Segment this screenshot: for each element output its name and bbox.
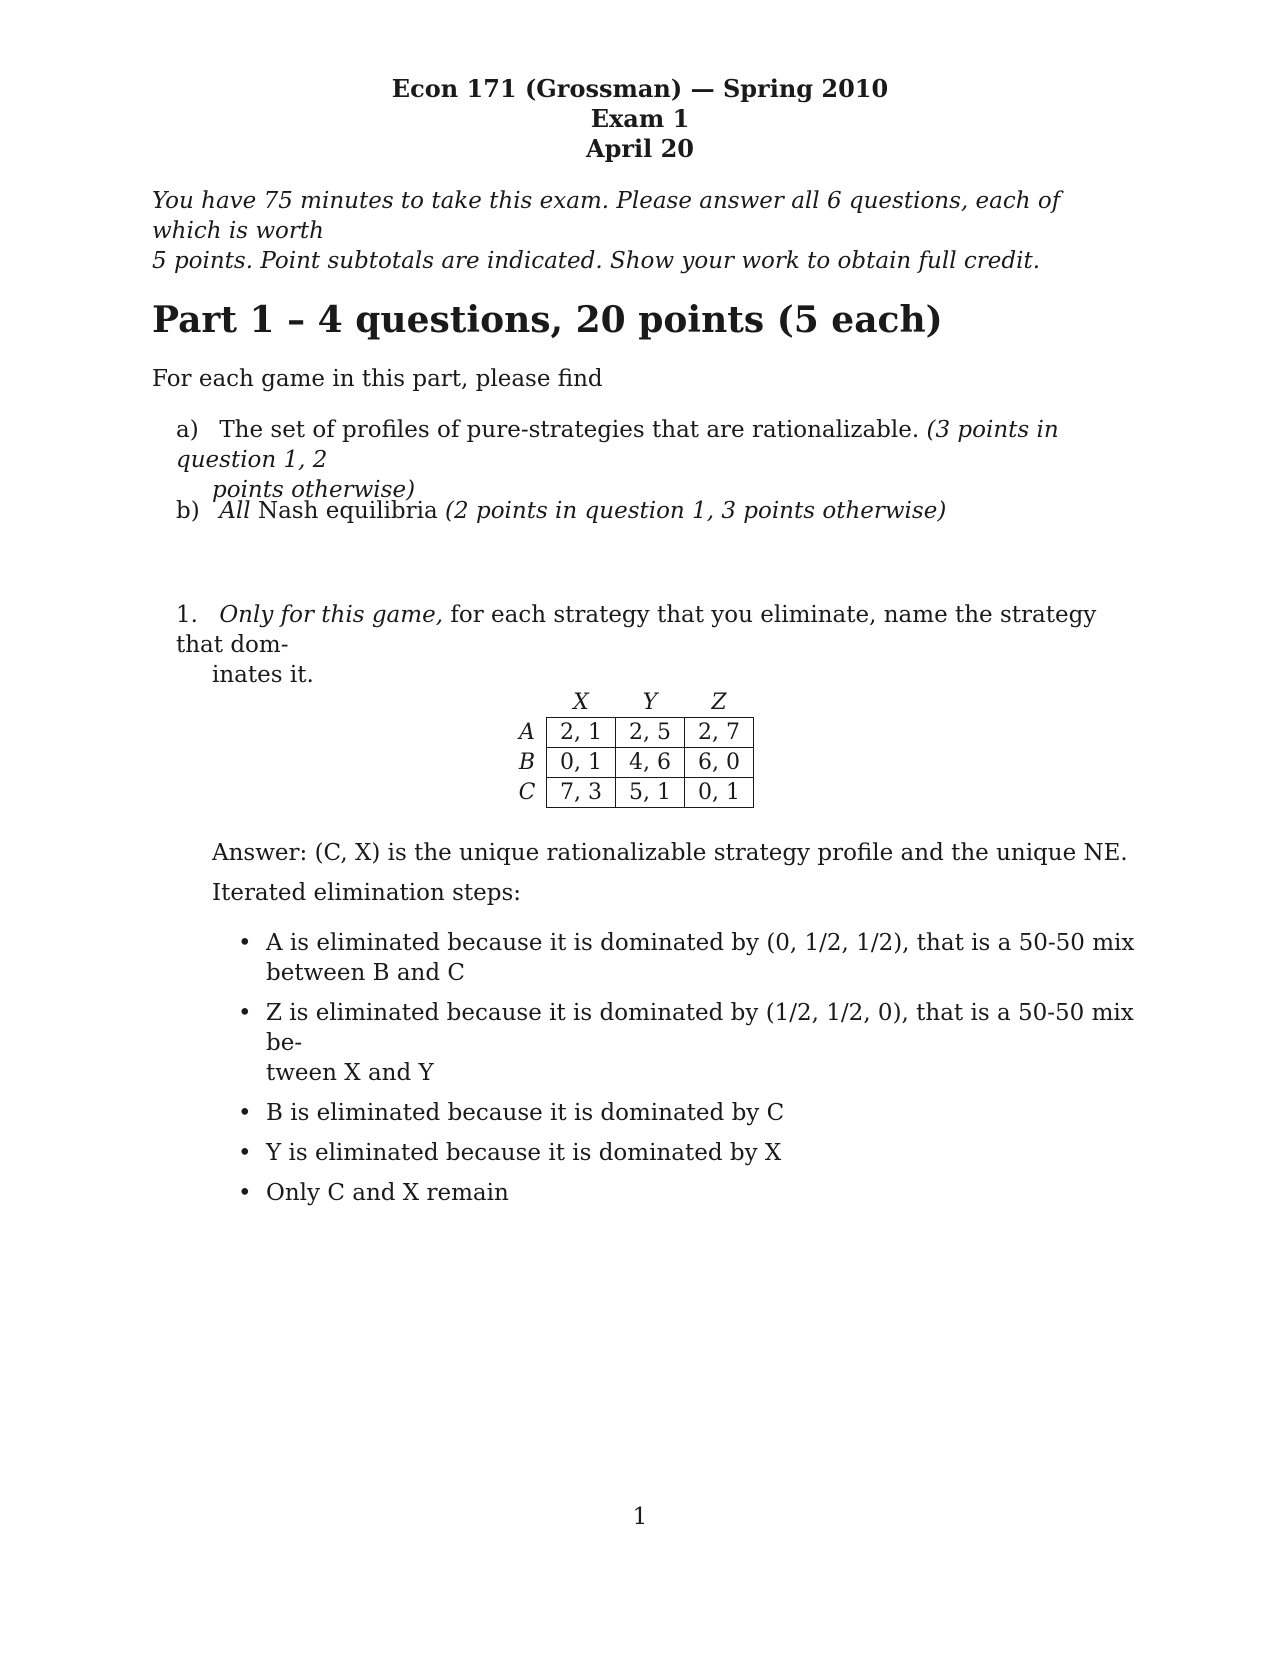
row-header-b: B <box>518 750 536 775</box>
exam-header <box>0 74 1280 164</box>
row-header-a: A <box>519 720 535 745</box>
col-header-z: Z <box>711 690 727 715</box>
part-1-intro: For each game in this part, please find <box>152 366 603 392</box>
bullet-icon: • <box>238 930 252 956</box>
payoff-cell: 0, 1 <box>685 778 754 808</box>
list-item: • B is eliminated because it is dominated by C <box>238 1100 785 1126</box>
item-a-note: (3 points in question 1, 2 <box>176 417 1059 473</box>
exam-title: Exam 1 <box>590 104 690 133</box>
payoff-table <box>508 688 754 808</box>
item-b-label: b) <box>176 498 200 524</box>
bullet-icon: • <box>238 1180 252 1206</box>
col-header-x: X <box>573 690 589 715</box>
question-1-text: for each strategy that you eliminate, name the strategy that dom- <box>176 602 1097 658</box>
payoff-cell: 5, 1 <box>616 778 685 808</box>
item-b-text: Nash equilibria <box>257 498 438 524</box>
bullet-icon: • <box>238 1100 252 1126</box>
answer-text: Answer: (C, X) is the unique rationalizable strategy profile and the unique NE. <box>212 840 1128 866</box>
table-row <box>508 748 754 778</box>
col-header-y: Y <box>642 690 658 715</box>
elimination-steps <box>238 928 1138 1218</box>
page-number: 1 <box>632 1504 648 1530</box>
instructions-line-1: You have 75 minutes to take this exam. Please answer all 6 questions, each of which is worth <box>152 188 1061 244</box>
column-headers <box>508 688 754 718</box>
payoff-cell: 6, 0 <box>685 748 754 778</box>
steps-title: Iterated elimination steps: <box>212 880 522 906</box>
payoff-cell: 0, 1 <box>547 748 616 778</box>
question-1-number: 1. <box>176 602 198 628</box>
table-row <box>508 778 754 808</box>
instructions <box>152 186 1132 276</box>
item-a <box>176 415 1136 505</box>
payoff-cell: 2, 5 <box>616 718 685 748</box>
item-b-emph: All <box>219 498 251 524</box>
exam-date: April 20 <box>585 134 695 163</box>
payoff-cell: 2, 7 <box>685 718 754 748</box>
question-1 <box>176 600 1136 690</box>
table-row <box>508 718 754 748</box>
item-a-label: a) <box>176 417 199 443</box>
instructions-line-2: 5 points. Point subtotals are indicated. Show your work to obtain full credit. <box>152 248 1041 274</box>
item-b <box>176 496 1136 526</box>
item-b-note: (2 points in question 1, 3 points otherwise) <box>445 498 947 524</box>
row-header-c: C <box>518 780 536 805</box>
item-a-note-cont: points otherwise) <box>212 477 416 503</box>
payoff-matrix <box>508 688 754 808</box>
list-item: • Z is eliminated because it is dominated by (1/2, 1/2, 0), that is a 50-50 mix be- tween X and Y <box>238 1000 1134 1086</box>
payoff-cell: 4, 6 <box>616 748 685 778</box>
list-item: • Y is eliminated because it is dominated by X <box>238 1140 782 1166</box>
question-1-emph: Only for this game, <box>219 602 444 628</box>
list-item: • A is eliminated because it is dominated by (0, 1/2, 1/2), that is a 50-50 mix between B and C <box>238 930 1135 986</box>
bullet-icon: • <box>238 1140 252 1166</box>
payoff-cell: 2, 1 <box>547 718 616 748</box>
payoff-cell: 7, 3 <box>547 778 616 808</box>
item-a-text: The set of profiles of pure-strategies that are rationalizable. <box>219 417 920 443</box>
question-1-text-cont: inates it. <box>212 662 314 688</box>
part-1-title: Part 1 – 4 questions, 20 points (5 each) <box>152 299 943 341</box>
bullet-icon: • <box>238 1000 252 1026</box>
list-item: • Only C and X remain <box>238 1180 509 1206</box>
course-title: Econ 171 (Grossman) — Spring 2010 <box>391 74 889 103</box>
